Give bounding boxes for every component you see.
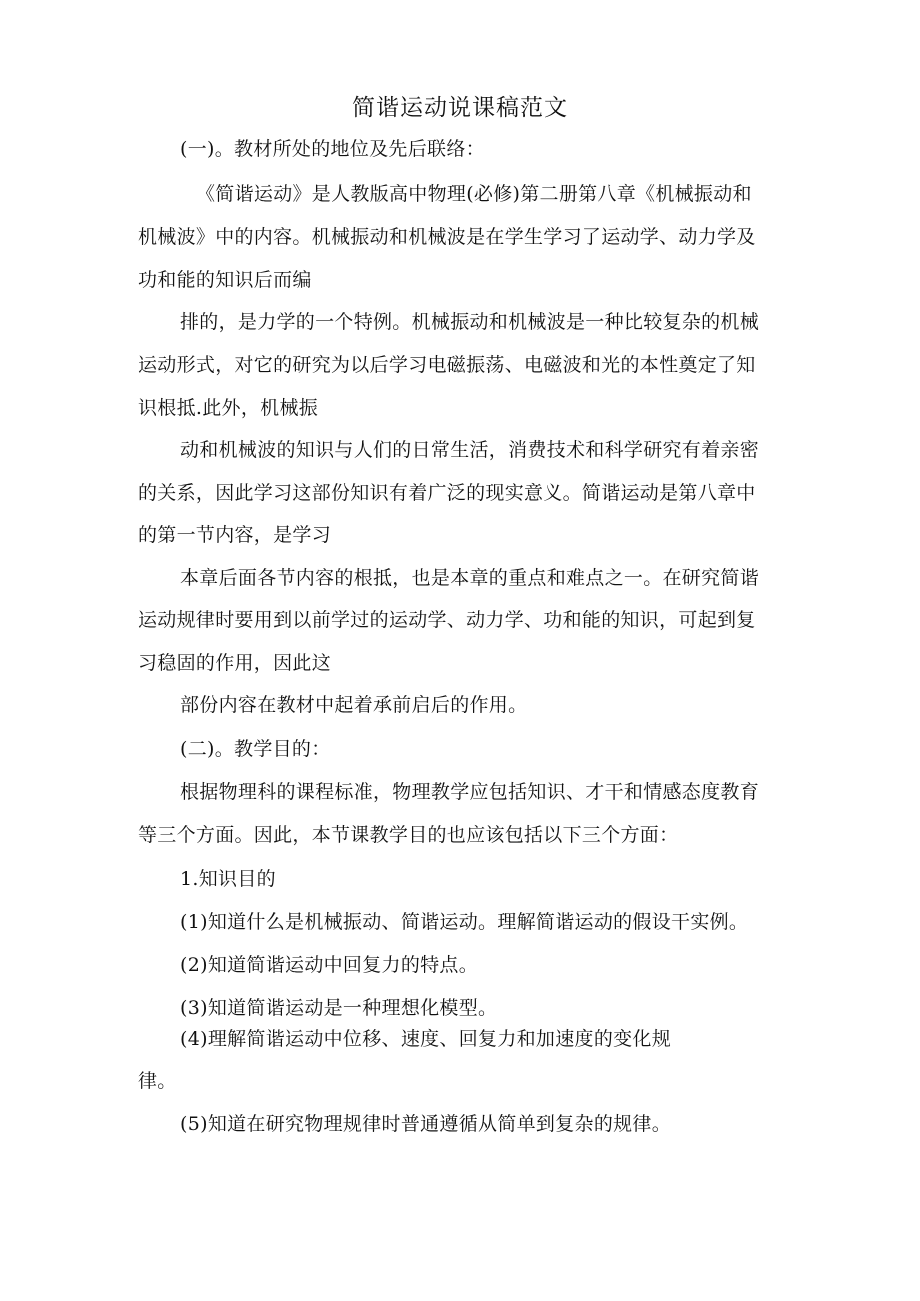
paragraph-line: 识根抵.此外，机械振 bbox=[138, 397, 319, 419]
paragraph-line: 动和机械波的知识与人们的日常生活，消费技术和科学研究有着亲密 bbox=[180, 439, 760, 461]
list-item: (1)知道什么是机械振动、简谐运动。理解简谐运动的假设干实例。 bbox=[180, 911, 749, 933]
paragraph-line: 部份内容在教材中起着承前启后的作用。 bbox=[180, 694, 528, 716]
paragraph-line: 功和能的知识后而编 bbox=[138, 269, 312, 291]
section-heading-1: (一)。教材所处的地位及先后联络： bbox=[180, 138, 485, 160]
section-heading-2: (二)。教学目的： bbox=[180, 738, 331, 760]
list-item: (3)知道简谐运动是一种理想化模型。 bbox=[180, 997, 498, 1019]
list-item: (4)理解简谐运动中位移、速度、回复力和加速度的变化规 bbox=[180, 1028, 672, 1050]
paragraph-line: 运动形式，对它的研究为以后学习电磁振荡、电磁波和光的本性奠定了知 bbox=[138, 354, 756, 376]
paragraph-line: 排的，是力学的一个特例。机械振动和机械波是一种比较复杂的机械 bbox=[180, 311, 760, 333]
paragraph-line: 的关系，因此学习这部份知识有着广泛的现实意义。简谐运动是第八章中 bbox=[138, 482, 756, 504]
list-item: (5)知道在研究物理规律时普通遵循从简单到复杂的规律。 bbox=[180, 1113, 672, 1135]
paragraph-line: 本章后面各节内容的根抵，也是本章的重点和难点之一。在研究简谐 bbox=[180, 567, 760, 589]
paragraph-line: 等三个方面。因此，本节课教学目的也应该包括以下三个方面： bbox=[138, 824, 679, 846]
paragraph-line: 根据物理科的课程标准，物理教学应包括知识、才干和情感态度教育 bbox=[180, 781, 760, 803]
subsection-heading: 1.知识目的 bbox=[180, 868, 276, 890]
paragraph-line: 运动规律时要用到以前学过的运动学、动力学、功和能的知识，可起到复 bbox=[138, 609, 756, 631]
paragraph-line: 机械波》中的内容。机械振动和机械波是在学生学习了运动学、动力学及 bbox=[138, 226, 756, 248]
list-item-continuation: 律。 bbox=[138, 1070, 177, 1092]
paragraph-line: 的第一节内容，是学习 bbox=[138, 524, 332, 546]
paragraph-line: 《简谐运动》是人教版高中物理(必修)第二册第八章《机械振动和 bbox=[196, 183, 752, 205]
document-title: 简谐运动说课稿范文 bbox=[352, 95, 568, 121]
paragraph-line: 习稳固的作用，因此这 bbox=[138, 652, 332, 674]
list-item: (2)知道简谐运动中回复力的特点。 bbox=[180, 954, 479, 976]
